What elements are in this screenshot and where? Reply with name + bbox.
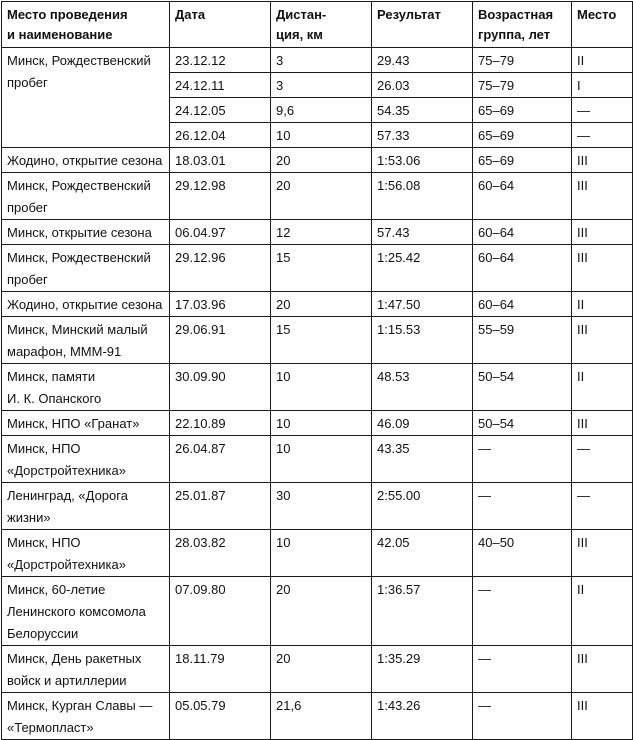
cell-age-group: 65–69 [473, 123, 572, 148]
cell-date: 29.06.91 [170, 317, 271, 364]
cell-date: 23.12.12 [170, 48, 271, 73]
table-row [2, 245, 633, 292]
cell-result: 1:53.06 [372, 148, 473, 173]
table-row [2, 646, 633, 693]
cell-age-group: 55–59 [473, 317, 572, 364]
cell-age-group: 60–64 [473, 292, 572, 317]
table-row [2, 693, 633, 740]
results-table [1, 1, 633, 740]
cell-distance: 15 [271, 317, 372, 364]
cell-result: 1:47.50 [372, 292, 473, 317]
cell-rank: III [572, 411, 633, 436]
cell-distance: 20 [271, 292, 372, 317]
cell-result: 54.35 [372, 98, 473, 123]
table-row [2, 530, 633, 577]
cell-age-group: 50–54 [473, 364, 572, 411]
cell-age-group: 60–64 [473, 245, 572, 292]
cell-age-group: 65–69 [473, 98, 572, 123]
cell-result: 46.09 [372, 411, 473, 436]
cell-place: Минск, Рождественский пробег [2, 173, 170, 220]
cell-rank: III [572, 148, 633, 173]
cell-date: 18.03.01 [170, 148, 271, 173]
cell-rank: II [572, 292, 633, 317]
cell-date: 24.12.05 [170, 98, 271, 123]
cell-distance: 9,6 [271, 98, 372, 123]
cell-distance: 20 [271, 577, 372, 646]
header-rank: Место [572, 2, 633, 48]
cell-distance: 10 [271, 530, 372, 577]
cell-place: Минск, Курган Славы — «Термопласт» [2, 693, 170, 740]
cell-rank: III [572, 173, 633, 220]
cell-age-group: 75–79 [473, 48, 572, 73]
header-date: Дата [170, 2, 271, 48]
cell-result: 1:36.57 [372, 577, 473, 646]
table-row [2, 317, 633, 364]
table-body [2, 48, 633, 740]
cell-distance: 10 [271, 123, 372, 148]
table-row [2, 577, 633, 646]
cell-rank: — [572, 123, 633, 148]
cell-distance: 3 [271, 73, 372, 98]
cell-rank: — [572, 98, 633, 123]
cell-date: 22.10.89 [170, 411, 271, 436]
cell-date: 05.05.79 [170, 693, 271, 740]
cell-rank: II [572, 577, 633, 646]
cell-distance: 30 [271, 483, 372, 530]
cell-place: Минск, Минский малый марафон, МММ-91 [2, 317, 170, 364]
table-row [2, 483, 633, 530]
cell-date: 18.11.79 [170, 646, 271, 693]
cell-age-group: — [473, 693, 572, 740]
cell-distance: 15 [271, 245, 372, 292]
cell-result: 48.53 [372, 364, 473, 411]
table-row [2, 148, 633, 173]
header-result: Результат [372, 2, 473, 48]
header-age-group: Возрастная группа, лет [473, 2, 572, 48]
cell-place: Жодино, открытие сезона [2, 292, 170, 317]
cell-age-group: 60–64 [473, 173, 572, 220]
cell-place: Минск, НПО «Гранат» [2, 411, 170, 436]
cell-result: 1:35.29 [372, 646, 473, 693]
cell-rank: III [572, 317, 633, 364]
cell-place: Ленинград, «Дорога жизни» [2, 483, 170, 530]
cell-age-group: 50–54 [473, 411, 572, 436]
cell-distance: 3 [271, 48, 372, 73]
cell-result: 43.35 [372, 436, 473, 483]
cell-result: 57.43 [372, 220, 473, 245]
cell-result: 26.03 [372, 73, 473, 98]
table-header [2, 2, 633, 48]
cell-date: 28.03.82 [170, 530, 271, 577]
cell-distance: 10 [271, 436, 372, 483]
cell-place: Минск, Рождественский пробег [2, 245, 170, 292]
cell-age-group: 75–79 [473, 73, 572, 98]
table-row [2, 173, 633, 220]
cell-distance: 10 [271, 411, 372, 436]
cell-place: Жодино, открытие сезона [2, 148, 170, 173]
table-row [2, 48, 633, 73]
cell-rank: — [572, 483, 633, 530]
cell-result: 2:55.00 [372, 483, 473, 530]
cell-distance: 20 [271, 148, 372, 173]
cell-place: Минск, День ракетных войск и артиллерии [2, 646, 170, 693]
cell-result: 1:15.53 [372, 317, 473, 364]
cell-date: 29.12.96 [170, 245, 271, 292]
cell-result: 57.33 [372, 123, 473, 148]
header-row [2, 2, 633, 48]
cell-date: 25.01.87 [170, 483, 271, 530]
cell-rank: III [572, 220, 633, 245]
cell-place: Минск, 60-летие Ленинского комсомола Белоруссии [2, 577, 170, 646]
cell-age-group: 60–64 [473, 220, 572, 245]
cell-rank: II [572, 364, 633, 411]
cell-place: Минск, НПО «Дорстройтехника» [2, 436, 170, 483]
cell-rank: III [572, 245, 633, 292]
cell-result: 1:43.26 [372, 693, 473, 740]
cell-distance: 21,6 [271, 693, 372, 740]
cell-distance: 20 [271, 173, 372, 220]
cell-result: 29.43 [372, 48, 473, 73]
cell-rank: III [572, 693, 633, 740]
cell-date: 29.12.98 [170, 173, 271, 220]
header-place: Место проведения и наименование [2, 2, 170, 48]
cell-date: 24.12.11 [170, 73, 271, 98]
cell-distance: 20 [271, 646, 372, 693]
cell-age-group: — [473, 483, 572, 530]
cell-date: 07.09.80 [170, 577, 271, 646]
cell-date: 26.04.87 [170, 436, 271, 483]
cell-result: 1:25.42 [372, 245, 473, 292]
cell-distance: 10 [271, 364, 372, 411]
cell-place: Минск, открытие сезона [2, 220, 170, 245]
cell-result: 1:56.08 [372, 173, 473, 220]
cell-rank: II [572, 48, 633, 73]
cell-age-group: — [473, 577, 572, 646]
cell-result: 42.05 [372, 530, 473, 577]
table-row [2, 292, 633, 317]
cell-date: 17.03.96 [170, 292, 271, 317]
cell-date: 06.04.97 [170, 220, 271, 245]
table-row [2, 364, 633, 411]
cell-age-group: — [473, 646, 572, 693]
cell-age-group: 65–69 [473, 148, 572, 173]
table-row [2, 220, 633, 245]
table-row [2, 411, 633, 436]
cell-place: Минск, памяти И. К. Опанского [2, 364, 170, 411]
cell-age-group: 40–50 [473, 530, 572, 577]
cell-date: 26.12.04 [170, 123, 271, 148]
header-distance: Дистан- ция, км [271, 2, 372, 48]
table-row [2, 436, 633, 483]
cell-rank: — [572, 436, 633, 483]
cell-place: Минск, НПО «Дорстройтехника» [2, 530, 170, 577]
cell-place: Минск, Рождественский пробег [2, 48, 170, 148]
cell-rank: III [572, 646, 633, 693]
cell-distance: 12 [271, 220, 372, 245]
cell-rank: I [572, 73, 633, 98]
cell-date: 30.09.90 [170, 364, 271, 411]
cell-age-group: — [473, 436, 572, 483]
cell-rank: III [572, 530, 633, 577]
